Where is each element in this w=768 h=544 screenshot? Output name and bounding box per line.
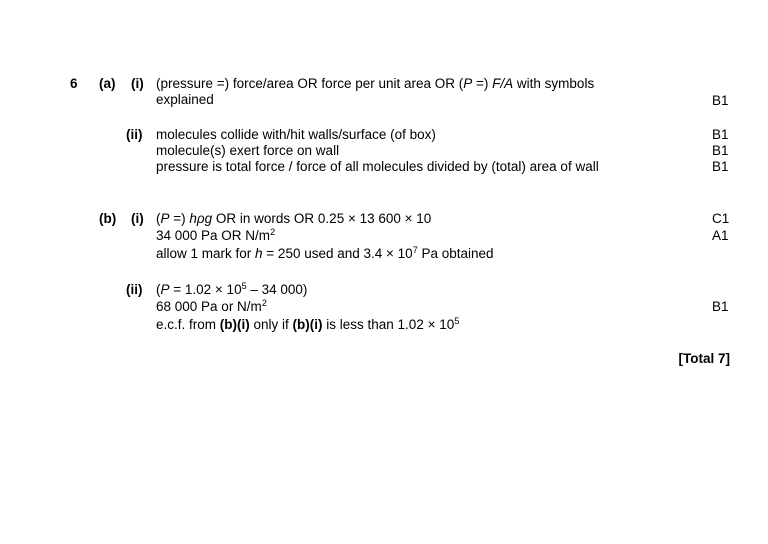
part-a-ii-label: (ii) <box>126 127 143 142</box>
b-ii-line-1: ($P = 1.02 \times 10^5 - 34$ 000) <box>156 281 308 297</box>
part-a-label: (a) <box>99 76 116 91</box>
a-i-mark: B1 <box>712 93 729 108</box>
b-i-mark-1: C1 <box>712 211 730 226</box>
b-i-line-2: 34 000 Pa OR $N/m^2$ <box>156 227 276 243</box>
part-b-i-label: (i) <box>131 211 144 226</box>
a-ii-mark-3: B1 <box>712 159 729 174</box>
b-ii-mark: B1 <box>712 299 729 314</box>
b-i-line-3: allow 1 mark for h = 250 used and $3.4 \times 10^7$ Pa obtained <box>156 245 494 261</box>
a-ii-mark-2: B1 <box>712 143 729 158</box>
a-i-line-1: (pressure =) force/area OR force per unit area OR (P =) F/A with symbols <box>156 76 595 91</box>
question-number: 6 <box>70 76 78 91</box>
b-ii-line-3: e.c.f. from (b)(i) only if (b)(i) is less than $1.02 \times 10^5$ <box>156 316 460 332</box>
a-ii-line-3: pressure is total force / force of all molecules divided by (total) area of wall <box>156 159 599 174</box>
a-i-line-2: explained <box>156 92 214 107</box>
a-ii-line-1: molecules collide with/hit walls/surface (of box) <box>156 127 436 142</box>
part-b-label: (b) <box>99 211 117 226</box>
part-b-ii-label: (ii) <box>126 282 143 297</box>
total-marks: [Total 7] <box>678 351 730 366</box>
b-i-line-1: (P =) hρg OR in words OR 0.25 × 13 600 × 10 <box>156 211 432 226</box>
a-ii-mark-1: B1 <box>712 127 729 142</box>
b-i-mark-2: A1 <box>712 228 729 243</box>
part-a-i-label: (i) <box>131 76 144 91</box>
b-ii-line-2: 68 000 Pa or $N/m^2$ <box>156 298 267 314</box>
a-ii-line-2: molecule(s) exert force on wall <box>156 143 340 158</box>
